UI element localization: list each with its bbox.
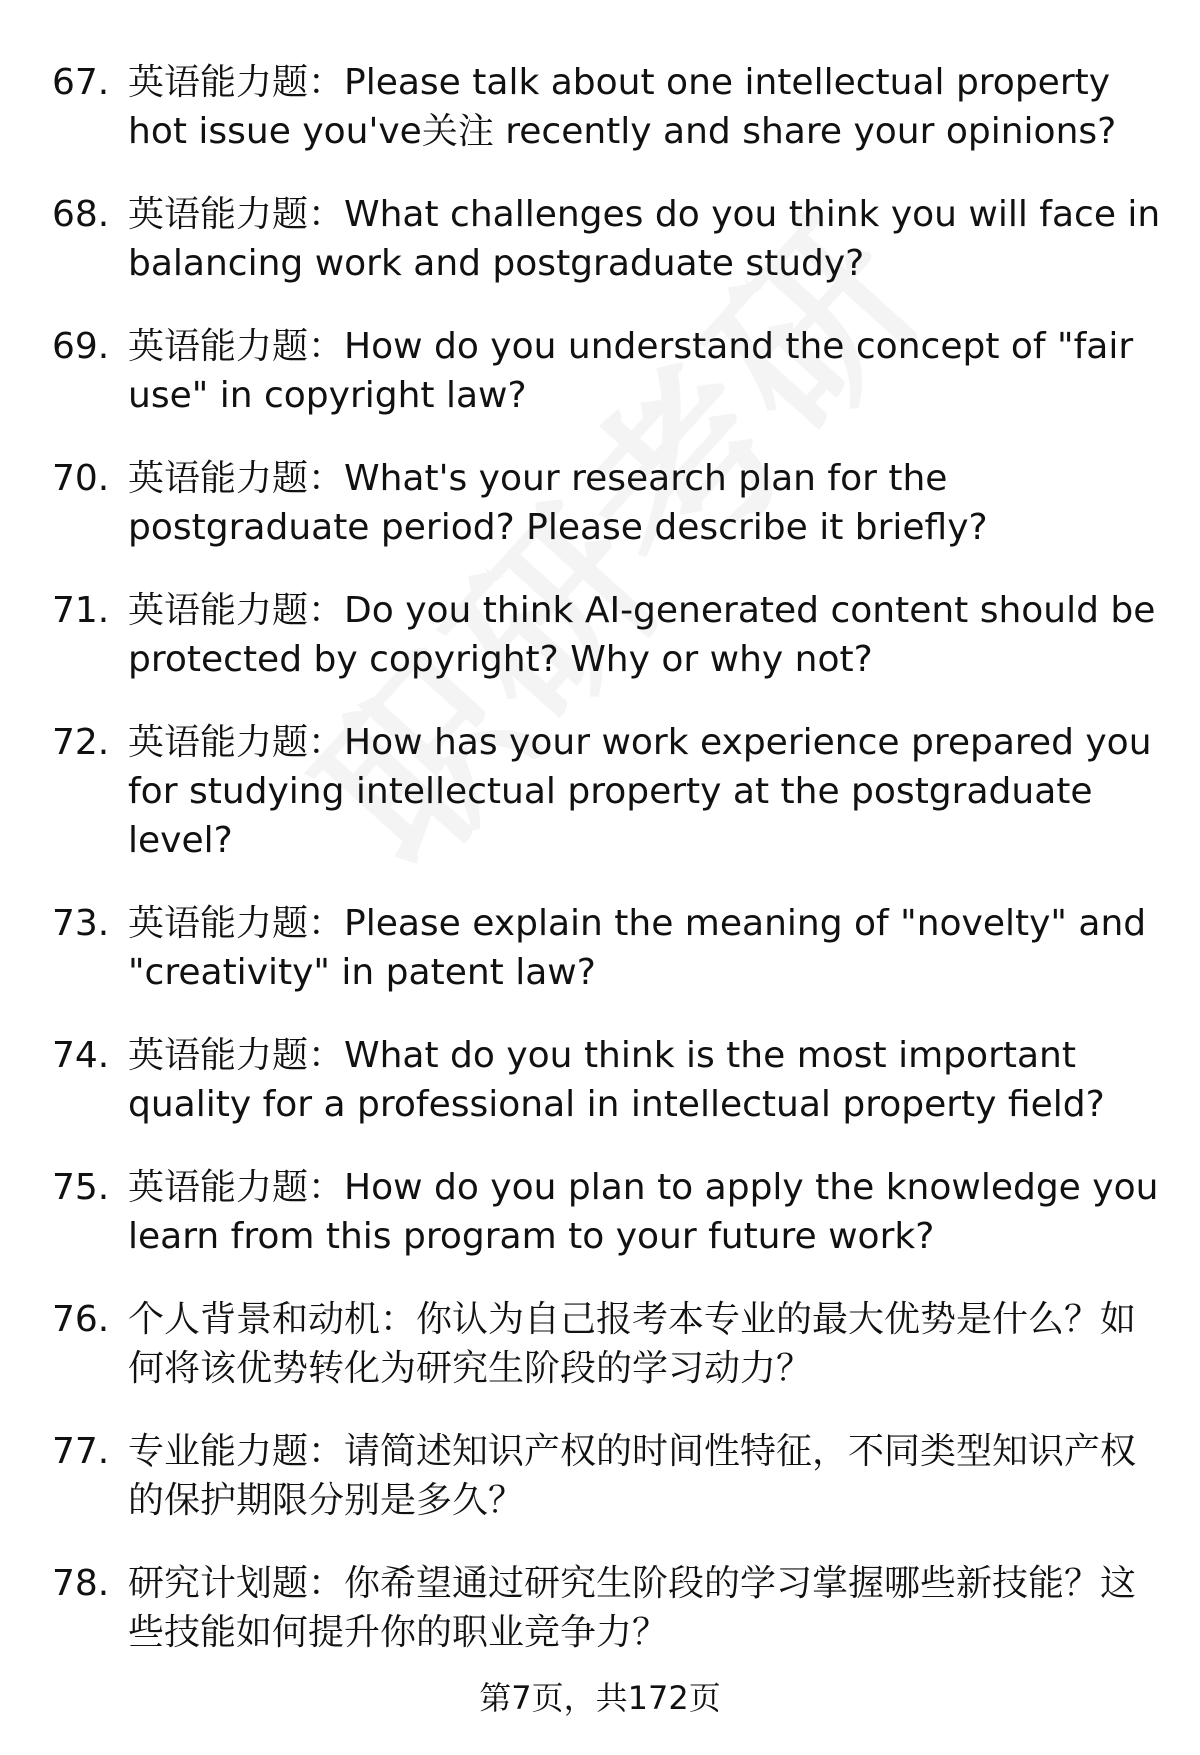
question-number: 73. <box>52 903 110 944</box>
question-text: 英语能力题：How do you plan to apply the knowledge you learn from this program to your future work? <box>128 1167 1159 1257</box>
question-item <box>52 586 1162 684</box>
question-item <box>52 58 1162 156</box>
question-text: 研究计划题：你希望通过研究生阶段的学习掌握哪些新技能？这些技能如何提升你的职业竞争力？ <box>128 1563 1137 1653</box>
page-number-footer: 第7页，共172页 <box>479 1679 721 1717</box>
question-text: 英语能力题：How do you understand the concept of "fair use" in copyright law? <box>128 326 1134 416</box>
question-text: 专业能力题：请简述知识产权的时间性特征，不同类型知识产权的保护期限分别是多久？ <box>128 1431 1137 1521</box>
question-number: 67. <box>52 62 110 103</box>
question-number: 78. <box>52 1563 110 1604</box>
question-item <box>52 1427 1162 1525</box>
question-item <box>52 1559 1162 1657</box>
question-text: 英语能力题：Please talk about one intellectual property hot issue you've关注 recently and share your opinions? <box>128 62 1117 152</box>
question-text: 英语能力题：What do you think is the most important quality for a professional in intellectual property field? <box>128 1035 1105 1125</box>
question-text: 英语能力题：What's your research plan for the postgraduate period? Please describe it briefly? <box>128 458 988 548</box>
question-text: 英语能力题：Do you think AI-generated content should be protected by copyright? Why or why not? <box>128 590 1156 680</box>
question-number: 75. <box>52 1167 110 1208</box>
question-text: 英语能力题：How has your work experience prepared you for studying intellectual property at the postgraduate level? <box>128 722 1152 861</box>
question-number: 70. <box>52 458 110 499</box>
question-number: 72. <box>52 722 110 763</box>
question-number: 71. <box>52 590 110 631</box>
question-item <box>52 899 1162 997</box>
question-item <box>52 454 1162 552</box>
question-number: 76. <box>52 1299 110 1340</box>
question-item <box>52 1295 1162 1393</box>
question-text: 英语能力题：What challenges do you think you will face in balancing work and postgraduate study? <box>128 194 1161 284</box>
question-item <box>52 1163 1162 1261</box>
question-list <box>52 58 1162 1691</box>
question-number: 77. <box>52 1431 110 1472</box>
question-item <box>52 1031 1162 1129</box>
question-number: 68. <box>52 194 110 235</box>
question-text: 个人背景和动机：你认为自己报考本专业的最大优势是什么？如何将该优势转化为研究生阶段的学习动力？ <box>128 1299 1137 1389</box>
question-item <box>52 718 1162 865</box>
question-item <box>52 190 1162 288</box>
question-number: 74. <box>52 1035 110 1076</box>
question-text: 英语能力题：Please explain the meaning of "novelty" and "creativity" in patent law? <box>128 903 1147 993</box>
question-item <box>52 322 1162 420</box>
question-number: 69. <box>52 326 110 367</box>
